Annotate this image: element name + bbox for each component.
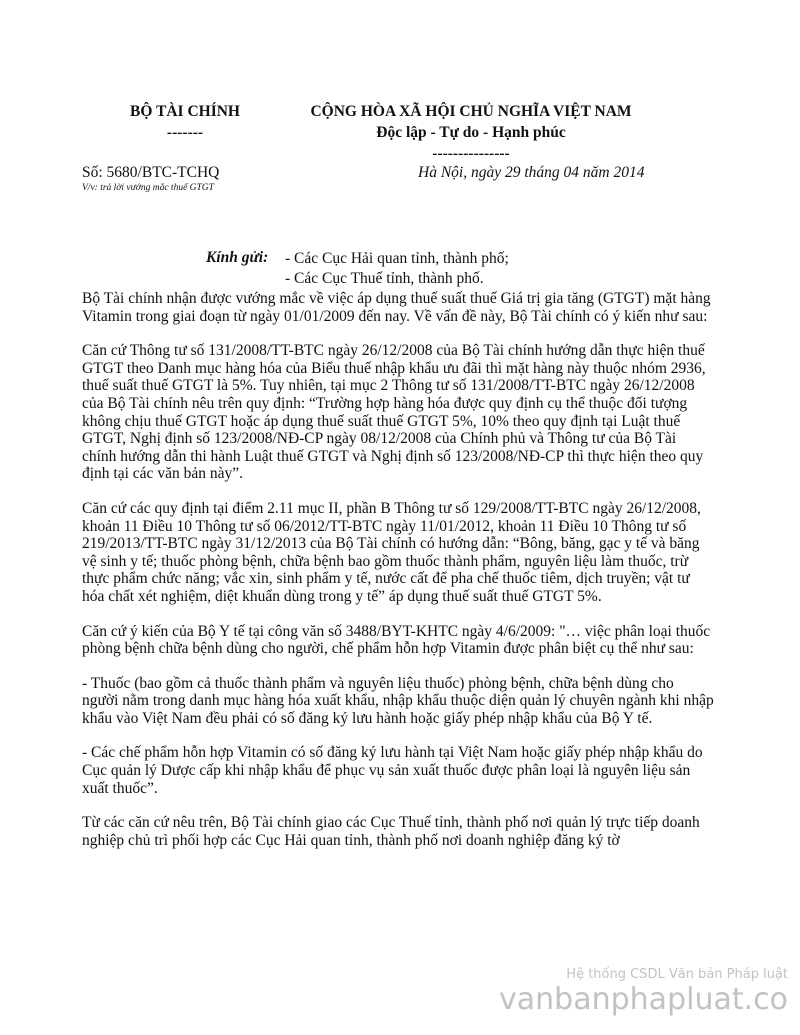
body-paragraph: Từ các căn cứ nêu trên, Bộ Tài chính giao các Cục Thuế tỉnh, thành phố nơi quản lý trực tiếp doanh nghiệp chủ trì phối hợp các Cục Hải quan tỉnh, thành phố nơi doanh nghiệp đăng ký tờ: [82, 814, 700, 849]
national-rule: ---------------: [432, 145, 510, 162]
document-date: Hà Nội, ngày 29 tháng 04 năm 2014: [418, 164, 645, 181]
recipients-label: Kính gửi:: [206, 249, 269, 266]
body-paragraph: - Thuốc (bao gồm cả thuốc thành phẩm và nguyên liệu thuốc) phòng bệnh, chữa bệnh dùng cho người nằm trong danh mục hàng hóa xuất khẩu, nhập khẩu thuộc diện quản lý chuyên ngành khi nhập khẩu vào Việt Nam đều phải có số đăng ký lưu hành hoặc giấy phép nhập khẩu của Bộ Y tế.: [82, 674, 714, 727]
document-subject: V/v: trả lời vướng mắc thuế GTGT: [82, 183, 214, 193]
issuer-name: BỘ TÀI CHÍNH: [130, 103, 240, 120]
national-motto: Độc lập - Tự do - Hạnh phúc: [376, 124, 566, 141]
issuer-rule: -------: [166, 124, 204, 141]
watermark-site: vanbanphapluat.co: [499, 982, 788, 1017]
recipient-item: - Các Cục Hải quan tỉnh, thành phố;: [285, 250, 509, 267]
body-paragraph: - Các chế phẩm hỗn hợp Vitamin có số đăng ký lưu hành tại Việt Nam hoặc giấy phép nhập khẩu do Cục quản lý Dược cấp khi nhập khẩu để phục vụ sản xuất thuốc được phân loại là nguyên liệu sản xuất thuốc”.: [82, 744, 703, 797]
document-number: Số: 5680/BTC-TCHQ: [82, 164, 220, 181]
national-header: [286, 101, 656, 164]
recipient-item: - Các Cục Thuế tỉnh, thành phố.: [285, 270, 484, 287]
national-title: CỘNG HÒA XÃ HỘI CHỦ NGHĨA VIỆT NAM: [310, 103, 632, 120]
document-body: [82, 290, 714, 866]
body-paragraph: Bộ Tài chính nhận được vướng mắc về việc áp dụng thuế suất thuế Giá trị gia tăng (GTGT) mặt hàng Vitamin trong giai đoạn từ ngày 01/01/2009 đến nay. Về vấn đề này, Bộ Tài chính có ý kiến như sau:: [82, 290, 711, 325]
body-paragraph: Căn cứ các quy định tại điểm 2.11 mục II, phần B Thông tư số 129/2008/TT-BTC ngày 26/12/2008, khoản 11 Điều 10 Thông tư số 06/2012/TT-BTC ngày 11/01/2012, khoản 11 Điều 10 Thông tư số 219/2013/TT-BTC ngày 31/12/2013 của Bộ Tài chính có hướng dẫn: “Bông, băng, gạc y tế và băng vệ sinh y tế; thuốc phòng bệnh, chữa bệnh bao gồm thuốc thành phẩm, nguyên liệu làm thuốc, trừ thực phẩm chức năng; vắc xin, sinh phẩm y tế, nước cất để pha chế thuốc tiêm, dịch truyền; vật tư hóa chất xét nghiệm, diệt khuẩn dùng trong y tế” áp dụng thuế suất thuế GTGT 5%.: [82, 499, 701, 605]
body-paragraph: Căn cứ Thông tư số 131/2008/TT-BTC ngày 26/12/2008 của Bộ Tài chính hướng dẫn thực hiện thuế GTGT theo Danh mục hàng hóa của Biểu thuế nhập khẩu ưu đãi thì mặt hàng này thuộc nhóm 2936, thuế suất thuế GTGT là 5%. Tuy nhiên, tại mục 2 Thông tư số 131/2008/TT-BTC ngày 26/12/2008 của Bộ Tài chính nêu trên quy định: “Trường hợp hàng hóa được quy định cụ thể thuộc đối tượng không chịu thuế GTGT hoặc áp dụng thuế suất thuế GTGT 5%, 10% theo quy định tại Luật thuế GTGT, Nghị định số 123/2008/NĐ-CP ngày 08/12/2008 của Chính phủ và Thông tư của Bộ Tài chính hướng dẫn thi hành Luật thuế GTGT và Nghị định số 123/2008/NĐ-CP thì thực hiện theo quy định tại các văn bản này”.: [82, 342, 706, 483]
body-paragraph: Căn cứ ý kiến của Bộ Y tế tại công văn số 3488/BYT-KHTC ngày 4/6/2009: "… việc phân loại thuốc phòng bệnh chữa bệnh dùng cho người, chế phẩm hỗn hợp Vitamin được phân biệt cụ thể như sau:: [82, 622, 711, 658]
issuer-block: [110, 101, 260, 143]
recipients-list: [285, 249, 509, 289]
watermark-caption: Hệ thống CSDL Văn bản Pháp luật: [566, 967, 788, 982]
